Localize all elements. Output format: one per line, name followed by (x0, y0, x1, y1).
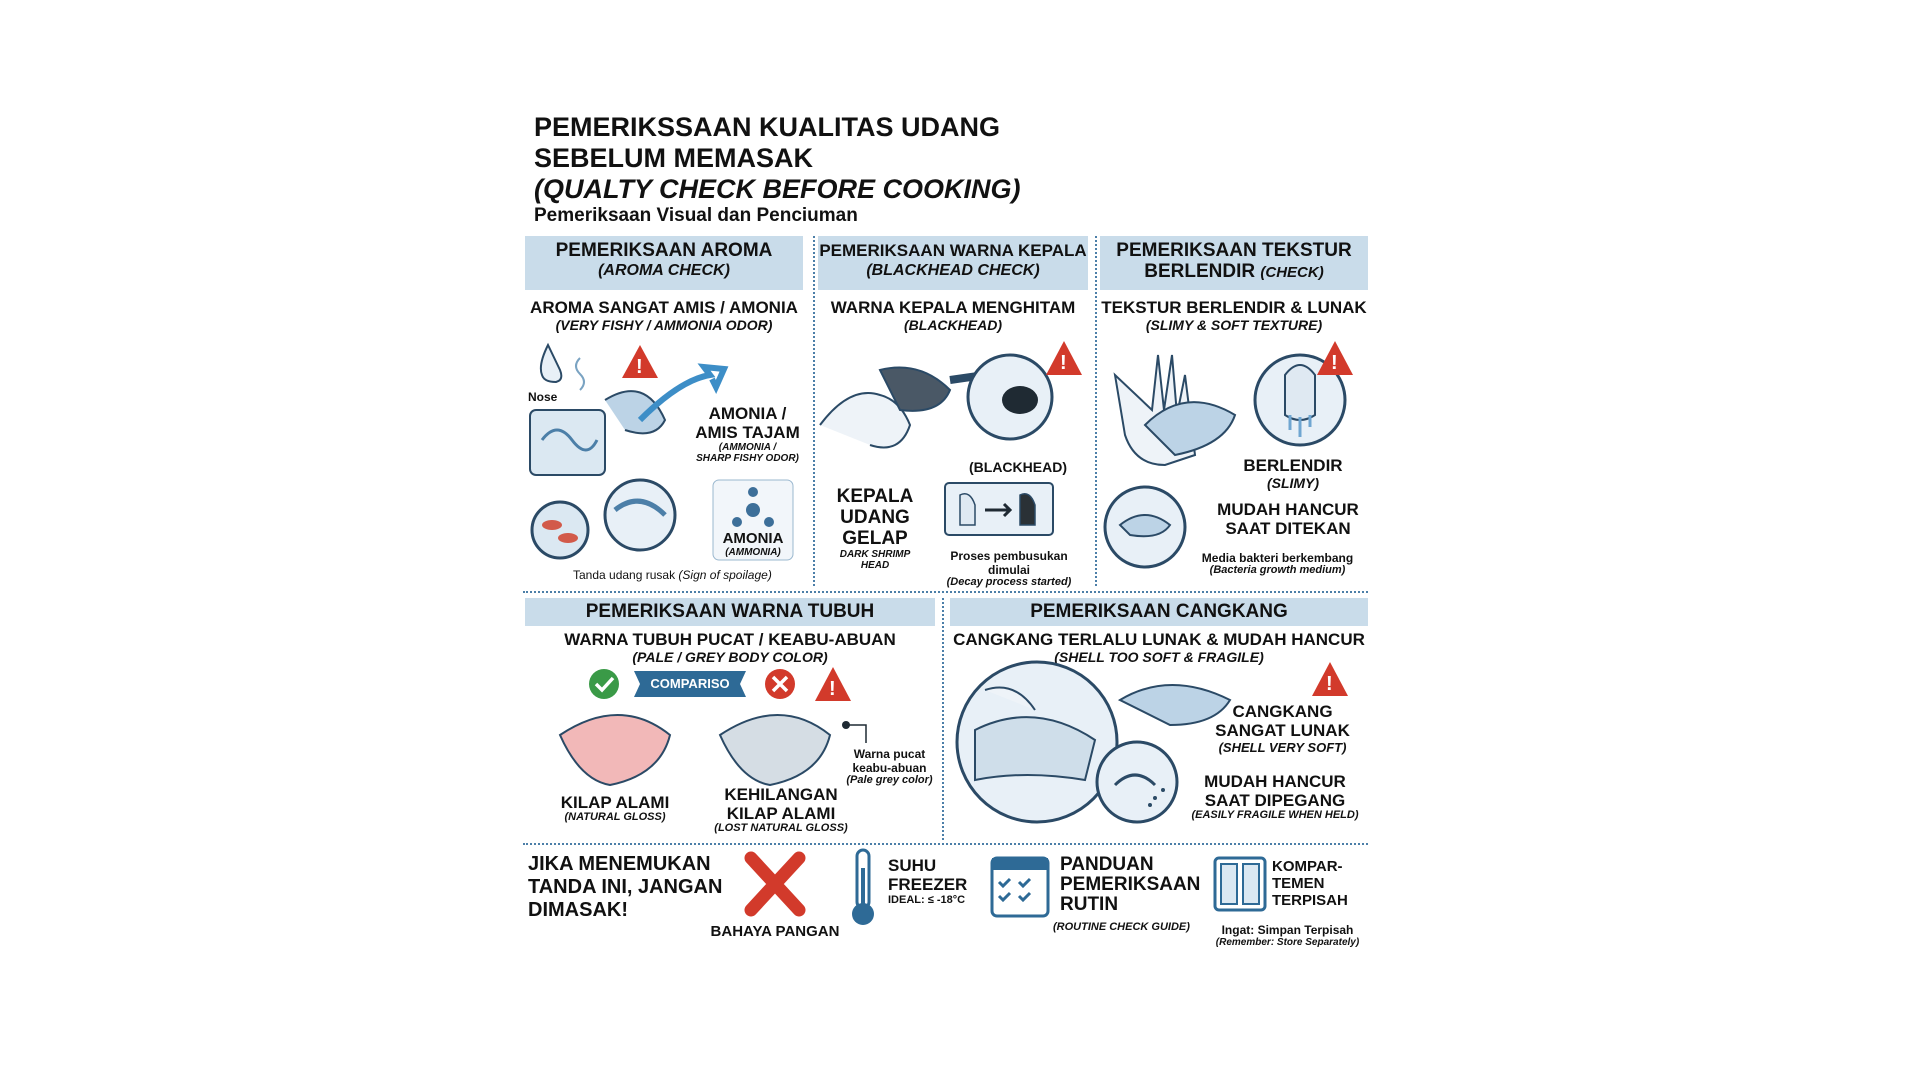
texture-header-line-2: BERLENDIR (1144, 261, 1256, 282)
texture-heading-text: TEKSTUR BERLENDIR & LUNAK (1101, 298, 1367, 317)
broken-shell-icon (1097, 742, 1177, 822)
slimy-group (1228, 456, 1358, 491)
soft-shell-line-1: CANGKANG (1232, 702, 1333, 721)
media-caption (1190, 551, 1365, 576)
body-color-heading-en: (PALE / GREY BODY COLOR) (632, 649, 828, 665)
dark-head-line-3: GELAP (842, 528, 908, 549)
texture-header (1100, 236, 1368, 290)
ammonia-label-en: (AMMONIA) (725, 547, 781, 558)
dark-head-group (830, 486, 920, 571)
pale-shrimp-icon (720, 715, 830, 785)
svg-text:!: ! (1331, 352, 1338, 374)
crumble-line-2: SAAT DITEKAN (1225, 519, 1351, 538)
svg-text:!: ! (829, 678, 836, 700)
decay-caption (928, 549, 1090, 588)
aroma-header (525, 236, 803, 290)
texture-illustration (1105, 335, 1370, 575)
aroma-footer-text: Tanda udang rusak (573, 568, 676, 582)
guide-line-1: PANDUAN (1060, 854, 1154, 875)
nose-label: Nose (528, 390, 558, 404)
sharp-odor-label: AMONIA / AMIS TAJAM (695, 404, 800, 442)
natural-gloss-group (550, 793, 680, 823)
body-color-header-title: PEMERIKSAAN WARNA TUBUH (585, 601, 875, 622)
aroma-heading-en: (VERY FISHY / AMMONIA ODOR) (555, 317, 773, 333)
shell-heading-en: (SHELL TOO SOFT & FRAGILE) (1054, 649, 1264, 665)
title-line-1: PEMERIKSSAAN KUALITAS UDANG (534, 112, 1001, 142)
divider-vertical-2 (1095, 236, 1097, 586)
danger-x-icon (745, 852, 805, 916)
media-caption-en: (Bacteria growth medium) (1209, 564, 1346, 576)
odor-wave-icon (576, 358, 584, 390)
crumble-group (1208, 500, 1368, 538)
bag-icon (530, 410, 605, 475)
texture-header-en: (CHECK) (1260, 264, 1324, 281)
decay-caption-en: (Decay process started) (946, 576, 1072, 588)
aroma-footer (573, 568, 772, 582)
crumble-line-1: MUDAH HANCUR (1217, 500, 1359, 519)
comp-line-2: TEMEN (1272, 875, 1325, 892)
remember-en: (Remember: Store Separately) (1215, 937, 1360, 948)
head-header (818, 236, 1088, 290)
comp-line-1: KOMPAR- (1272, 858, 1343, 875)
ammonia-label-group (713, 530, 793, 558)
bacteria-icon (532, 502, 588, 558)
aroma-header-title: PEMERIKSAAN AROMA (555, 240, 773, 261)
body-color-heading (525, 630, 935, 665)
divider-horizontal-2 (523, 843, 1368, 845)
sharp-odor-en-1: (AMMONIA / (718, 442, 777, 453)
soft-shell-line-2: SANGAT LUNAK (1215, 721, 1350, 740)
check-icon (589, 669, 619, 699)
calendar-checklist-icon (989, 850, 1051, 920)
fragile-line-2: SAAT DIPEGANG (1204, 791, 1346, 810)
pale-color-line-1: Warna pucat (853, 747, 926, 761)
aroma-header-subtitle: (AROMA CHECK) (598, 262, 730, 279)
lost-gloss-group (706, 785, 856, 834)
lost-gloss-en: (LOST NATURAL GLOSS) (714, 822, 848, 834)
separate-compartment (1272, 858, 1348, 909)
dark-head-line-2: UDANG (840, 507, 910, 528)
pale-color-group (842, 747, 937, 786)
guide-line-2: PEMERIKSAAN (1060, 874, 1201, 895)
fresh-shrimp-icon (560, 715, 670, 785)
freezer-temp (888, 856, 967, 906)
shrimp-icon (605, 391, 665, 433)
aroma-heading (525, 298, 803, 333)
sharp-odor-en-2: SHARP FISHY ODOR) (696, 453, 799, 464)
ammonia-label: AMONIA (722, 530, 784, 547)
store-separately (1205, 923, 1370, 948)
comparison-label: COMPARISO (650, 676, 730, 691)
guide-line-3: RUTIN (1060, 894, 1119, 915)
divider-vertical-1 (813, 236, 815, 586)
remember-text: Ingat: Simpan Terpisah (1221, 923, 1354, 937)
media-caption-text: Media bakteri berkembang (1201, 551, 1354, 565)
svg-text:!: ! (636, 356, 643, 378)
title-line-3: (QUALTY CHECK BEFORE COOKING) (534, 174, 1021, 204)
head-header-title: PEMERIKSAAN WARNA KEPALA (819, 241, 1087, 260)
decay-caption-text: Proses pembusukan dimulai (950, 549, 1068, 577)
soft-shell-group (1210, 702, 1355, 756)
freezer-compartment-icon (1213, 856, 1267, 912)
blackhead-label: (BLACKHEAD) (969, 459, 1067, 475)
lost-gloss-line-2: KILAP ALAMI (726, 804, 836, 823)
texture-heading (1100, 298, 1368, 333)
svg-text:!: ! (1060, 352, 1067, 374)
slimy-label: BERLENDIR (1243, 456, 1343, 475)
routine-guide (1060, 855, 1200, 915)
warning-line-2: TANDA INI, JANGAN (528, 876, 723, 898)
dark-head-en-1: DARK SHRIMP (839, 549, 911, 560)
shell-header-title: PEMERIKSAAN CANGKANG (1030, 601, 1288, 622)
head-heading (818, 298, 1088, 333)
title-line-2: SEBELUM MEMASAK (534, 143, 814, 173)
sharp-odor (690, 404, 805, 464)
page-title (534, 112, 1234, 205)
texture-heading-en: (SLIMY & SOFT TEXTURE) (1145, 317, 1323, 333)
fragile-group (1182, 772, 1368, 821)
slimy-label-en: (SLIMY) (1266, 475, 1320, 491)
natural-gloss-en: (NATURAL GLOSS) (564, 811, 666, 823)
nose-icon (541, 345, 561, 382)
head-heading-text: WARNA KEPALA MENGHITAM (830, 298, 1076, 317)
warning-line-3: DIMASAK! (528, 899, 628, 921)
dark-head-en-2: HEAD (860, 560, 890, 571)
fragile-en: (EASILY FRAGILE WHEN HELD) (1191, 809, 1359, 821)
pale-color-en: (Pale grey color) (846, 774, 933, 786)
thermometer-icon (848, 848, 878, 928)
danger-label: BAHAYA PANGAN (710, 923, 840, 940)
head-heading-en: (BLACKHEAD) (904, 317, 1002, 333)
body-color-header (525, 598, 935, 626)
freezer-ideal: IDEAL: ≤ -18°C (888, 894, 966, 906)
svg-text:!: ! (1326, 673, 1333, 695)
body-color-heading-text: WARNA TUBUH PUCAT / KEABU-ABUAN (564, 630, 896, 649)
divider-vertical-3 (942, 598, 944, 840)
freezer-line-2: FREEZER (888, 875, 968, 894)
divider-horizontal-1 (523, 591, 1368, 593)
page-subtitle: Pemeriksaan Visual dan Penciuman (534, 205, 858, 226)
shell-header (950, 598, 1368, 626)
soft-shell-en: (SHELL VERY SOFT) (1218, 740, 1347, 755)
shell-heading-text: CANGKANG TERLALU LUNAK & MUDAH HANCUR (953, 630, 1365, 649)
comp-line-3: TERPISAH (1272, 892, 1348, 909)
aroma-footer-en: (Sign of spoilage) (678, 568, 772, 582)
lost-gloss-line-1: KEHILANGAN (724, 785, 838, 804)
guide-en: (ROUTINE CHECK GUIDE) (1053, 921, 1190, 933)
pale-color-line-2: keabu-abuan (852, 761, 927, 775)
natural-gloss-label: KILAP ALAMI (560, 793, 670, 812)
molecule-icon (746, 503, 760, 517)
head-header-subtitle: (BLACKHEAD CHECK) (866, 262, 1040, 279)
texture-header-title: PEMERIKSAAN TEKSTUR (1116, 240, 1352, 261)
dark-head-line-1: KEPALA (836, 486, 914, 507)
fragile-line-1: MUDAH HANCUR (1204, 772, 1346, 791)
aroma-heading-text: AROMA SANGAT AMIS / AMONIA (530, 298, 798, 317)
warning-line-1: JIKA MENEMUKAN (528, 853, 711, 875)
freezer-line-1: SUHU (888, 856, 937, 875)
warning-message (528, 853, 722, 922)
